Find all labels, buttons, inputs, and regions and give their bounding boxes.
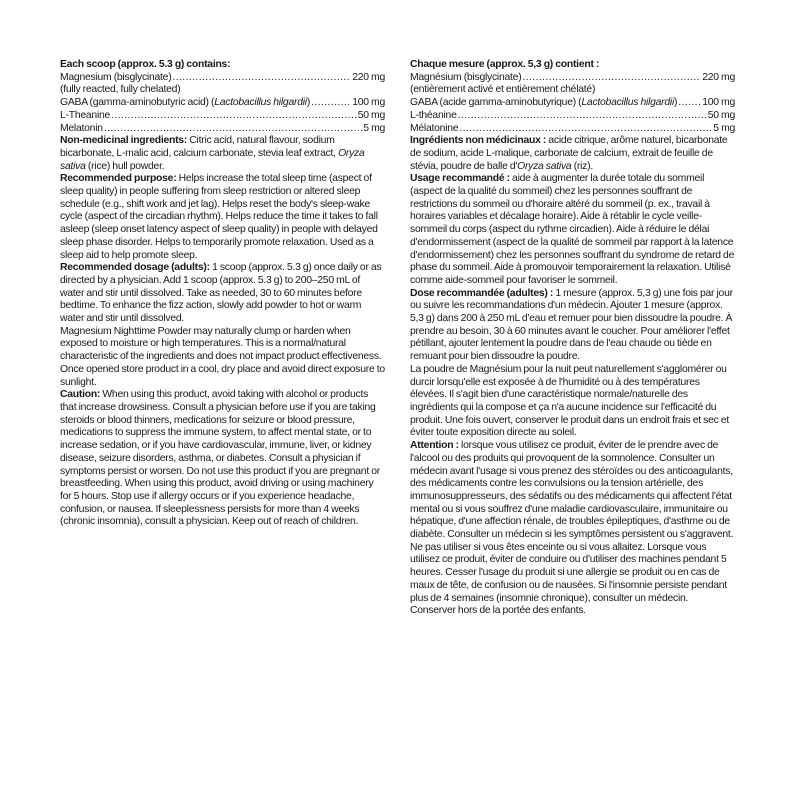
recommended-purpose (60, 173, 385, 262)
ingredient-name-part: GABA (acide gamma-aminobutyrique) ( (410, 97, 582, 109)
english-heading: Each scoop (approx. 5.3 g) contains: (60, 59, 231, 70)
ingredient-amount: 5 mg (713, 122, 735, 134)
ingredient-amount: 100 mg (702, 97, 735, 109)
storage-note: La poudre de Magnésium pour la nuit peut naturellement s'agglomérer ou durcir lorsqu'elle est exposée à de l'humidité ou à des températures élevées. Il s'agit bien d'une caractéristique normale/naturelle des ingrédients qui la compose et ça n'a aucune incidence sur l'efficacité du produit. Une fois ouvert, conserver le produit dans un endroit frais et sec et éviter toute exposition directe au soleil. (410, 363, 729, 439)
ingredient-name: L-théanine (410, 109, 457, 121)
storage-note: Magnesium Nighttime Powder may naturally clump or harden when exposed to moisture or high temperatures. This is a normal/natural characteristic of the ingredients and does not impact product effectiveness. Once opened store product in a cool, dry place and avoid direct exposure to sunlight. (60, 325, 385, 388)
ingredient-name-part: GABA (gamma-aminobutyric acid) ( (60, 97, 215, 109)
recommended-purpose (410, 173, 735, 287)
caution-section (410, 440, 735, 618)
leader-dots (458, 110, 707, 123)
section-label: Caution: (60, 389, 101, 401)
ingredient-amount: 220 mg (352, 71, 385, 83)
ingredient-row (410, 72, 735, 85)
ingredient-species: Lactobacillus hilgardii (214, 97, 307, 109)
ingredient-name (410, 97, 677, 110)
section-label: Attention : (410, 440, 459, 452)
ingredient-name: Magnésium (bisglycinate) (410, 71, 522, 83)
ingredient-row (60, 97, 385, 110)
french-column (410, 59, 735, 618)
species-name: Oryza sativa (60, 147, 365, 172)
ingredient-note: (entièrement activé et entièrement chélaté) (410, 84, 596, 96)
nonmedicinal-ingredients (410, 135, 735, 173)
section-text: aide à augmenter la durée totale du sommeil (aspect de la qualité du sommeil) chez les personnes souffrant de restrictions du sommeil ou d'horaire altéré du sommeil (p. ex., travail à horaires variables et décalage horaire). Aide à rétablir le cycle veille-sommeil du corps (aspect du rythme circadien). Aide à réduire le délai d'endormissement (aspect de la qualité de sommeil par rapport à la latence d'endormissement) chez les personnes souffrant du syndrome de retard de phase du sommeil. Aide à promouvoir temporairement la relaxation. Utilisé comme aide-sommeil pour favoriser le sommeil. (410, 173, 735, 286)
ingredient-row (60, 110, 385, 123)
section-text-end: (rice) hull powder. (85, 160, 165, 172)
section-text: 1 mesure (approx. 5,3 g) une fois par jour ou suivre les recommandations d'un médecin. Ajouter 1 mesure (approx. 5,3 g) dans 200 à 250 mL d'eau et remuer pour bien dissoudre la poudre. À prendre au besoin, 30 à 60 minutes avant le coucher. Pour améliorer l'effet pétillant, ajouter lentement la poudre dans de l'eau chaude ou tiède en remuant pour bien dissoudre la poudre. (410, 287, 733, 363)
recommended-dosage (60, 262, 385, 326)
section-label: Dose recommandée (adultes) : (410, 287, 554, 299)
section-label: Recommended dosage (adults): (60, 262, 210, 274)
ingredient-name (60, 97, 310, 110)
caution-section (60, 389, 385, 529)
leader-dots (311, 97, 351, 110)
ingredient-amount: 220 mg (702, 71, 735, 83)
ingredient-amount: 50 mg (357, 109, 385, 121)
nonmedicinal-ingredients (60, 135, 385, 173)
section-text: Citric acid, natural flavour, sodium bicarbonate, L-malic acid, calcium carbonate, stevia leaf extract, (60, 135, 339, 159)
recommended-dosage (410, 288, 735, 364)
ingredient-amount: 5 mg (363, 122, 385, 134)
ingredient-note: (fully reacted, fully chelated) (60, 84, 181, 96)
leader-dots (522, 72, 701, 85)
section-text: Helps increase the total sleep time (aspect of sleep quality) in people suffering from sleep restriction or altered sleep schedule (e.g., shift work and jet lag). Helps reset the body's sleep-wake cycle (aspect of the circadian rhythm). Helps reduce the time it takes to fall asleep (sleep onset latency aspect of sleep quality) in people with delayed sleep phase disorder. Helps to temporarily promote relaxation. Used as a sleep aid to help promote sleep. (60, 173, 378, 261)
french-heading: Chaque mesure (approx. 5,3 g) contient : (410, 59, 600, 70)
leader-dots (678, 97, 701, 110)
ingredient-row (60, 123, 385, 136)
ingredient-name-end: ) (306, 97, 311, 109)
section-text: 1 scoop (approx. 5.3 g) once daily or as directed by a physician. Add 1 scoop (approx. 5.3 g) to 200–250 mL of water and stir until dissolved. Take as needed, 30 to 60 minutes before bedtime. To enhance the fizz action, slowly add powder to hot or warm water and stir until dissolved. (60, 262, 382, 325)
ingredient-row (410, 110, 735, 123)
ingredient-row (60, 72, 385, 85)
leader-dots (104, 123, 362, 136)
english-column (60, 59, 385, 529)
ingredient-name: L-Theanine (60, 109, 111, 121)
leader-dots (459, 123, 712, 136)
section-label: Non-medicinal ingredients: (60, 135, 188, 147)
section-text: When using this product, avoid taking with alcohol or products that increase drowsiness. Consult a physician before use if you are taking steroids or blood thinners, medications for seizure or blood pressure, medications to suppress the immune system, to affect mental state, or to increase sedation, or if you have cardiovascular, immune, liver, or kidney disease, seizure disorders, asthma, or diabetes. Consult a physician if symptoms persist or worsen. Do not use this product if you are pregnant or breastfeeding. When using this product, avoid driving or using machinery for 5 hours. Stop use if allergy occurs or if you experience headache, confusion, or nausea. If sleeplessness persists for more than 4 weeks (chronic insomnia), consult a physician. Keep out of reach of children. (60, 389, 380, 528)
ingredient-row (410, 97, 735, 110)
ingredient-name: Mélatonine (410, 122, 459, 134)
leader-dots (111, 110, 357, 123)
species-name: Oryza sativa (517, 160, 572, 172)
ingredient-name-end: ) (674, 97, 678, 109)
section-label: Usage recommandé : (410, 173, 510, 185)
ingredient-species: Lactobacillus hilgardii (581, 97, 675, 109)
ingredient-row (410, 123, 735, 136)
section-text: acide citrique, arôme naturel, bicarbonate de sodium, acide L-malique, carbonate de calcium, extrait de feuille de stévia, poudre de balle d' (410, 135, 728, 172)
section-label: Ingrédients non médicinaux : (410, 135, 547, 147)
ingredient-name: Melatonin (60, 122, 103, 134)
section-label: Recommended purpose: (60, 173, 177, 185)
section-text-end: (riz). (571, 160, 593, 172)
section-text: lorsque vous utilisez ce produit, éviter de le prendre avec de l'alcool ou des produits qui provoquent de la somnolence. Consulter un médecin avant l'usage si vous prenez des stéroïdes ou des anticoagulants, des médicaments contre les convulsions ou la tension artérielle, des immunosuppresseurs, des sédatifs ou des médicaments qui affectent l'état mental ou si vous souffrez d'une maladie cardiovasculaire, immunitaire ou hépatique, d'une affection rénale, de troubles épileptiques, d'asthme ou de diabète. Consulter un médecin si les symptômes persistent ou s'aggravent. Ne pas utiliser si vous êtes enceinte ou si vous allaitez. Lorsque vous utilisez ce produit, éviter de conduire ou d'utiliser des machines pendant 5 heures. Cesser l'usage du produit si une allergie se produit ou en cas de maux de tête, de confusion ou de nausées. Si l'insomnie persiste pendant plus de 4 semaines (insomnie chronique), consulter un médecin. Conserver hors de la portée des enfants. (410, 440, 734, 617)
ingredient-amount: 100 mg (352, 97, 385, 109)
ingredient-amount: 50 mg (707, 109, 735, 121)
ingredient-name: Magnesium (bisglycinate) (60, 71, 172, 83)
leader-dots (172, 72, 351, 85)
